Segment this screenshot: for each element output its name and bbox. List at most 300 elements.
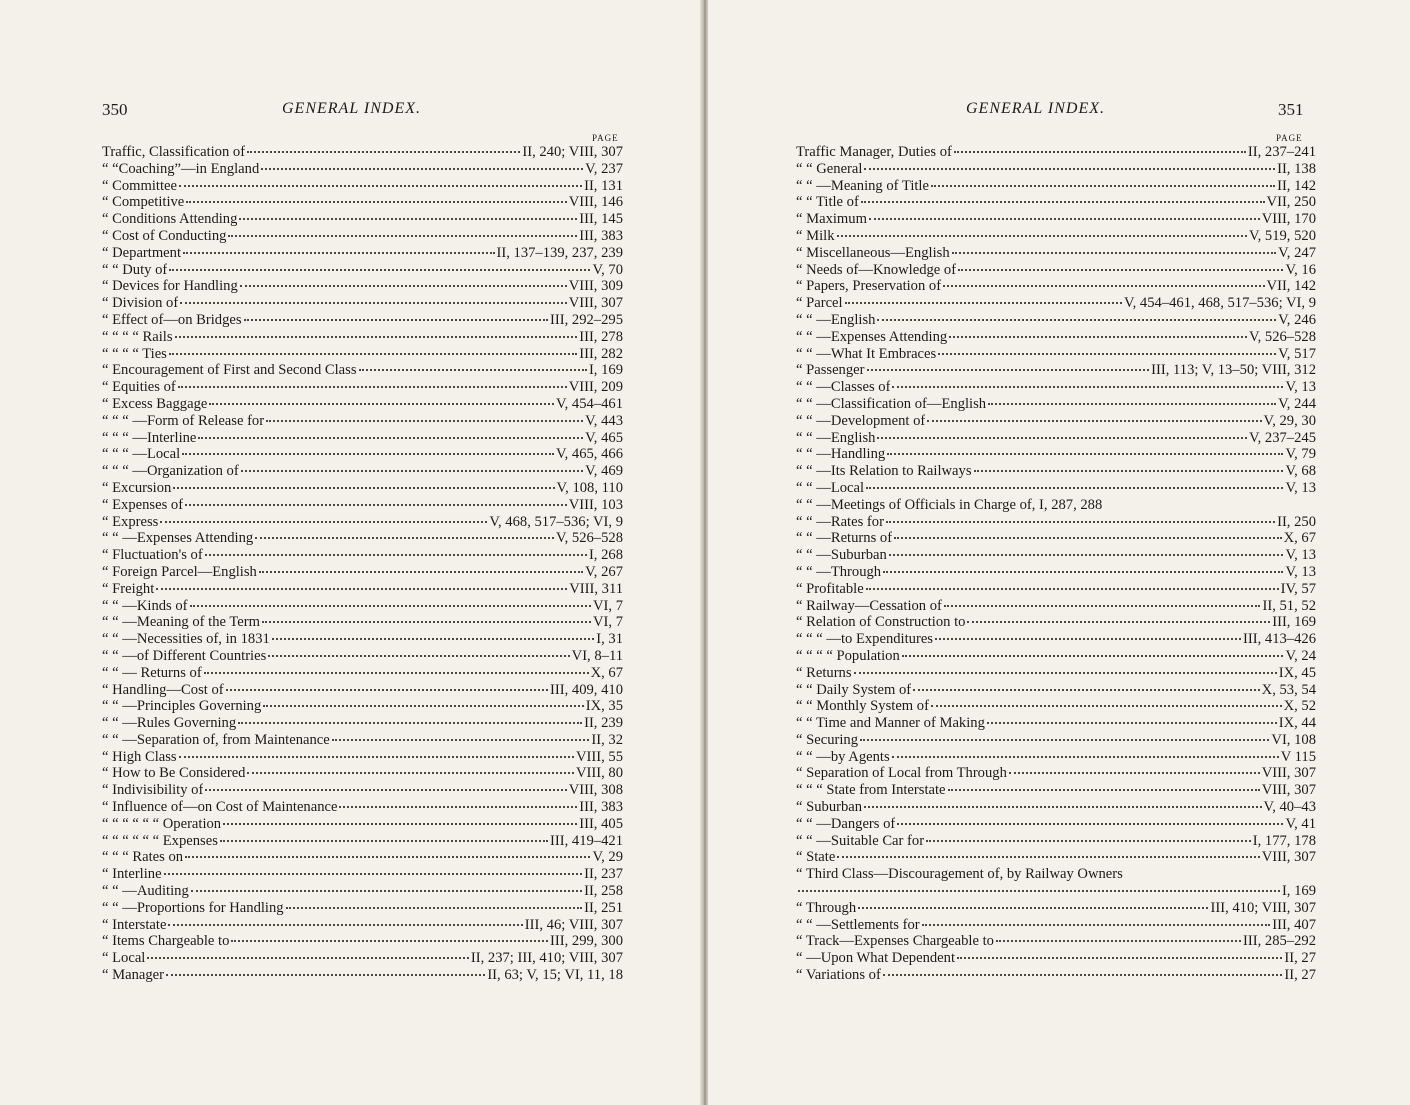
index-entry bbox=[796, 950, 1316, 967]
dot-leader bbox=[845, 300, 1122, 304]
index-entry bbox=[796, 245, 1316, 262]
dot-leader bbox=[198, 435, 583, 439]
entry-heading: “ Fluctuation's of bbox=[102, 547, 203, 564]
entry-page-reference: II, 237; III, 410; VIII, 307 bbox=[470, 950, 623, 967]
index-entry bbox=[102, 278, 623, 295]
entry-page-reference: III, 407 bbox=[1272, 916, 1316, 933]
entry-page-reference: IX, 44 bbox=[1278, 715, 1316, 732]
entry-heading: “ Passenger bbox=[796, 362, 865, 379]
dot-leader bbox=[185, 502, 567, 506]
entry-page-reference: III, 299, 300 bbox=[550, 933, 623, 950]
entry-heading: “ Variations of bbox=[796, 967, 881, 984]
index-entry bbox=[102, 497, 623, 514]
entry-page-reference: V, 247 bbox=[1278, 244, 1316, 261]
running-head: GENERAL INDEX. bbox=[282, 100, 422, 117]
entry-heading: “ —Upon What Dependent bbox=[796, 950, 955, 967]
index-entry bbox=[796, 933, 1316, 950]
entry-page-reference: X, 67 bbox=[1283, 530, 1316, 547]
dot-leader bbox=[861, 199, 1265, 203]
entry-page-reference: V, 454–461, 468, 517–536; VI, 9 bbox=[1123, 295, 1316, 312]
dot-leader bbox=[262, 619, 591, 623]
entry-heading: “ “ “ —Form of Release for bbox=[102, 412, 265, 429]
entry-page-reference: II, 142 bbox=[1277, 177, 1316, 194]
entry-heading: “ Express bbox=[102, 513, 159, 530]
index-entry bbox=[796, 917, 1316, 934]
index-entry bbox=[796, 715, 1316, 732]
index-entry bbox=[102, 614, 623, 631]
index-entry bbox=[796, 564, 1316, 581]
entry-heading: “ “ —Rules Governing bbox=[102, 715, 237, 732]
page-number: 350 bbox=[102, 100, 128, 119]
index-entry bbox=[796, 883, 1316, 900]
entry-page-reference: I, 177, 178 bbox=[1252, 832, 1316, 849]
entry-heading: “ “ “ “ Ties bbox=[102, 345, 167, 362]
entry-heading: “ “ —Separation of, from Maintenance bbox=[102, 731, 330, 748]
entry-page-reference: V, 517 bbox=[1278, 345, 1316, 362]
entry-page-reference: II, 250 bbox=[1277, 513, 1316, 530]
index-entry bbox=[102, 396, 623, 413]
dot-leader bbox=[864, 804, 1261, 808]
index-entries-left bbox=[102, 144, 623, 984]
dot-leader bbox=[266, 418, 583, 422]
entry-heading: “ Excursion bbox=[102, 479, 172, 496]
entry-page-reference: V, 13 bbox=[1285, 379, 1316, 396]
entry-heading: “ “ —Meetings of Officials in Charge of, I, 287, 288 bbox=[796, 496, 1103, 513]
entry-heading: “ “ —Proportions for Handling bbox=[102, 899, 284, 916]
dot-leader bbox=[261, 166, 583, 170]
index-entry bbox=[102, 665, 623, 682]
entry-heading: “ Third Class—Discouragement of, by Railway Owners bbox=[796, 866, 1123, 883]
dot-leader bbox=[974, 468, 1284, 472]
dot-leader bbox=[220, 838, 548, 842]
dot-leader bbox=[209, 401, 554, 405]
index-entry bbox=[102, 648, 623, 665]
entry-heading: “ Cost of Conducting bbox=[102, 227, 227, 244]
entry-heading: “ “ “ “ “ “ Expenses bbox=[102, 832, 218, 849]
dot-leader bbox=[241, 468, 583, 472]
index-entry bbox=[102, 967, 623, 984]
index-entry bbox=[102, 379, 623, 396]
dot-leader bbox=[164, 871, 583, 875]
entry-heading: “ Division of bbox=[102, 295, 179, 312]
entry-page-reference: III, 282 bbox=[579, 345, 623, 362]
dot-leader bbox=[226, 687, 548, 691]
dot-leader bbox=[927, 418, 1261, 422]
entry-page-reference: I, 169 bbox=[1281, 883, 1316, 900]
entry-page-reference: V, 79 bbox=[1285, 446, 1316, 463]
entry-page-reference: III, 46; VIII, 307 bbox=[524, 916, 623, 933]
entry-page-reference: I, 268 bbox=[588, 547, 623, 564]
entry-page-reference: VI, 7 bbox=[593, 597, 623, 614]
entry-heading: “ “ —Dangers of bbox=[796, 815, 896, 832]
dot-leader bbox=[268, 653, 569, 657]
entry-page-reference: V, 246 bbox=[1278, 311, 1316, 328]
dot-leader bbox=[967, 619, 1270, 623]
entry-page-reference: III, 405 bbox=[579, 815, 623, 832]
entry-page-reference: III, 145 bbox=[579, 211, 623, 228]
entry-heading: “ “ —Suburban bbox=[796, 547, 887, 564]
dot-leader bbox=[866, 586, 1279, 590]
dot-leader bbox=[913, 687, 1260, 691]
index-entry bbox=[102, 581, 623, 598]
entry-heading: “ Encouragement of First and Second Class bbox=[102, 362, 357, 379]
dot-leader bbox=[869, 216, 1260, 220]
entry-heading: “ Items Chargeable to bbox=[102, 933, 230, 950]
index-entry bbox=[796, 396, 1316, 413]
entry-page-reference: V, 29, 30 bbox=[1263, 412, 1316, 429]
dot-leader bbox=[996, 938, 1241, 942]
entry-page-reference: III, 278 bbox=[579, 328, 623, 345]
index-entry bbox=[796, 547, 1316, 564]
entry-heading: “ “Coaching”—in England bbox=[102, 160, 260, 177]
entry-heading: “ Competitive bbox=[102, 194, 185, 211]
index-entry bbox=[102, 547, 623, 564]
index-entry bbox=[796, 581, 1316, 598]
index-entry bbox=[102, 346, 623, 363]
dot-leader bbox=[175, 334, 578, 338]
index-entry bbox=[796, 295, 1316, 312]
entry-page-reference: VIII, 55 bbox=[575, 748, 623, 765]
dot-leader bbox=[889, 552, 1284, 556]
page-column-label: PAGE bbox=[1276, 133, 1303, 143]
dot-leader bbox=[877, 435, 1247, 439]
entry-heading: “ Maximum bbox=[796, 211, 867, 228]
entry-heading: “ “ —by Agents bbox=[796, 748, 890, 765]
entry-page-reference: IV, 57 bbox=[1280, 580, 1316, 597]
dot-leader bbox=[339, 804, 577, 808]
index-entry bbox=[796, 698, 1316, 715]
left-page bbox=[0, 0, 702, 1105]
index-entry bbox=[796, 765, 1316, 782]
entry-heading: “ “ —Handling bbox=[796, 446, 886, 463]
dot-leader bbox=[182, 451, 554, 455]
entry-heading: “ Separation of Local from Through bbox=[796, 765, 1007, 782]
entry-heading: “ Effect of—on Bridges bbox=[102, 311, 242, 328]
dot-leader bbox=[883, 569, 1283, 573]
entry-heading: “ “ —Local bbox=[796, 479, 865, 496]
index-entry bbox=[102, 598, 623, 615]
index-entry bbox=[102, 413, 623, 430]
entry-page-reference: II, 137–139, 237, 239 bbox=[496, 244, 623, 261]
entry-heading: “ “ —English bbox=[796, 311, 876, 328]
index-entry bbox=[102, 564, 623, 581]
entry-heading: “ “ —Its Relation to Railways bbox=[796, 463, 972, 480]
index-entry bbox=[102, 900, 623, 917]
dot-leader bbox=[922, 922, 1271, 926]
index-entry bbox=[102, 262, 623, 279]
index-entry bbox=[796, 413, 1316, 430]
entry-heading: “ Returns bbox=[796, 664, 852, 681]
entry-page-reference: III, 285–292 bbox=[1243, 933, 1316, 950]
dot-leader bbox=[866, 485, 1283, 489]
entry-page-reference: VII, 250 bbox=[1266, 194, 1316, 211]
entry-heading: “ “ —Necessities of, in 1831 bbox=[102, 631, 270, 648]
entry-heading: “ “ —Development of bbox=[796, 412, 926, 429]
index-entry bbox=[102, 530, 623, 547]
index-entry bbox=[102, 430, 623, 447]
dot-leader bbox=[286, 905, 582, 909]
entry-page-reference: II, 258 bbox=[584, 883, 623, 900]
dot-leader bbox=[931, 703, 1282, 707]
index-entry bbox=[796, 161, 1316, 178]
dot-leader bbox=[186, 199, 566, 203]
entry-page-reference: II, 240; VIII, 307 bbox=[522, 144, 623, 160]
index-entry bbox=[102, 362, 623, 379]
entry-heading: “ Conditions Attending bbox=[102, 211, 238, 228]
index-entry bbox=[102, 816, 623, 833]
entry-page-reference: V, 454–461 bbox=[555, 395, 623, 412]
entry-heading: “ “ “ “ Population bbox=[796, 647, 900, 664]
index-entry bbox=[796, 648, 1316, 665]
entry-page-reference: VIII, 307 bbox=[568, 295, 623, 312]
entry-page-reference: III, 413–426 bbox=[1243, 631, 1316, 648]
dot-leader bbox=[240, 283, 567, 287]
entry-heading: “ “ “ “ Rails bbox=[102, 328, 173, 345]
dot-leader bbox=[166, 972, 485, 976]
entry-page-reference: III, 383 bbox=[579, 799, 623, 816]
entry-page-reference: II, 32 bbox=[591, 731, 623, 748]
index-entry bbox=[796, 682, 1316, 699]
entry-heading: “ “ —Classes of bbox=[796, 379, 891, 396]
index-entry bbox=[796, 967, 1316, 984]
entry-page-reference: V, 526–528 bbox=[555, 530, 623, 547]
entry-heading: “ Profitable bbox=[796, 580, 864, 597]
entry-heading: “ “ — Returns of bbox=[102, 664, 202, 681]
entry-heading: “ High Class bbox=[102, 748, 177, 765]
dot-leader bbox=[239, 216, 577, 220]
entry-heading: “ Equities of bbox=[102, 379, 176, 396]
dot-leader bbox=[926, 838, 1251, 842]
entry-heading: “ “ —English bbox=[796, 429, 876, 446]
entry-page-reference: IX, 45 bbox=[1278, 664, 1316, 681]
index-entry bbox=[102, 950, 623, 967]
entry-heading: “ “ —What It Embraces bbox=[796, 345, 937, 362]
dot-leader bbox=[944, 603, 1261, 607]
dot-leader bbox=[247, 770, 574, 774]
dot-leader bbox=[867, 367, 1150, 371]
dot-leader bbox=[156, 586, 567, 590]
entry-heading: “ “ —Meaning of the Term bbox=[102, 614, 260, 631]
entry-page-reference: V, 237–245 bbox=[1248, 429, 1316, 446]
index-entry bbox=[102, 514, 623, 531]
dot-leader bbox=[247, 149, 520, 153]
dot-leader bbox=[179, 183, 582, 187]
dot-leader bbox=[263, 703, 583, 707]
index-entry bbox=[796, 379, 1316, 396]
dot-leader bbox=[332, 737, 590, 741]
entry-heading: “ “ Title of bbox=[796, 194, 859, 211]
entry-heading: Traffic Manager, Duties of bbox=[796, 144, 952, 160]
entry-page-reference: V, 70 bbox=[592, 261, 623, 278]
entry-page-reference: VI, 8–11 bbox=[571, 647, 623, 664]
dot-leader bbox=[205, 552, 587, 556]
entry-heading: “ Interstate bbox=[102, 916, 167, 933]
entry-page-reference: III, 409, 410 bbox=[550, 681, 623, 698]
index-entry bbox=[796, 480, 1316, 497]
dot-leader bbox=[877, 317, 1276, 321]
entry-heading: “ “ —Through bbox=[796, 563, 882, 580]
entry-heading: “ Excess Baggage bbox=[102, 395, 208, 412]
index-entry bbox=[102, 782, 623, 799]
index-entry bbox=[102, 144, 623, 161]
entry-page-reference: VIII, 103 bbox=[568, 496, 623, 513]
dot-leader bbox=[949, 334, 1247, 338]
entry-page-reference: V, 465 bbox=[585, 429, 623, 446]
index-entry bbox=[796, 211, 1316, 228]
dot-leader bbox=[988, 401, 1276, 405]
entry-heading: “ Papers, Preservation of bbox=[796, 278, 942, 295]
entry-heading: Traffic, Classification of bbox=[102, 144, 246, 160]
index-entry bbox=[796, 362, 1316, 379]
entry-page-reference: VIII, 80 bbox=[575, 765, 623, 782]
entry-heading: “ Freight bbox=[102, 580, 155, 597]
index-entry bbox=[102, 463, 623, 480]
entry-page-reference: II, 237 bbox=[584, 866, 623, 883]
index-entry bbox=[102, 765, 623, 782]
index-entry bbox=[102, 866, 623, 883]
index-entry bbox=[796, 833, 1316, 850]
index-entry bbox=[796, 194, 1316, 211]
index-entry bbox=[102, 799, 623, 816]
dot-leader bbox=[886, 519, 1275, 523]
index-entry bbox=[796, 530, 1316, 547]
entry-page-reference: III, 419–421 bbox=[550, 832, 623, 849]
entry-page-reference: II, 27 bbox=[1284, 967, 1316, 984]
index-entry bbox=[102, 228, 623, 245]
dot-leader bbox=[190, 603, 591, 607]
entry-heading: “ Track—Expenses Chargeable to bbox=[796, 933, 994, 950]
entry-page-reference: III, 383 bbox=[579, 227, 623, 244]
dot-leader bbox=[935, 636, 1241, 640]
entry-page-reference: VIII, 311 bbox=[569, 580, 623, 597]
entry-page-reference: VII, 142 bbox=[1266, 278, 1316, 295]
entry-heading: “ Interline bbox=[102, 866, 162, 883]
entry-heading: “ Indivisibility of bbox=[102, 782, 204, 799]
entry-heading: “ Miscellaneous—English bbox=[796, 244, 950, 261]
entry-page-reference: II, 138 bbox=[1277, 160, 1316, 177]
entry-heading: “ “ —Meaning of Title bbox=[796, 177, 929, 194]
index-entry bbox=[796, 346, 1316, 363]
entry-page-reference: V, 244 bbox=[1278, 395, 1316, 412]
index-entry bbox=[102, 933, 623, 950]
entry-page-reference: V, 41 bbox=[1285, 815, 1316, 832]
dot-leader bbox=[168, 922, 522, 926]
entry-page-reference: V, 443 bbox=[585, 412, 623, 429]
entry-heading: “ “ —Returns of bbox=[796, 530, 893, 547]
index-entry bbox=[796, 430, 1316, 447]
dot-leader bbox=[987, 720, 1277, 724]
index-entry bbox=[796, 514, 1316, 531]
page-column-label: PAGE bbox=[592, 133, 619, 143]
dot-leader bbox=[272, 636, 594, 640]
index-entry bbox=[102, 312, 623, 329]
dot-leader bbox=[952, 250, 1277, 254]
index-entry bbox=[796, 665, 1316, 682]
entry-heading: “ Devices for Handling bbox=[102, 278, 238, 295]
dot-leader bbox=[854, 670, 1277, 674]
index-entry bbox=[102, 749, 623, 766]
running-head: GENERAL INDEX. bbox=[966, 100, 1106, 117]
entry-page-reference: VI, 7 bbox=[593, 614, 623, 631]
entry-page-reference: I, 169 bbox=[588, 362, 623, 379]
dot-leader bbox=[860, 737, 1269, 741]
entry-heading: “ “ —Settlements for bbox=[796, 916, 920, 933]
entry-page-reference: V, 267 bbox=[585, 563, 623, 580]
dot-leader bbox=[259, 569, 583, 573]
entry-page-reference: VIII, 307 bbox=[1261, 782, 1316, 799]
entry-heading: “ “ —Rates for bbox=[796, 513, 884, 530]
index-entry bbox=[102, 698, 623, 715]
entry-heading: “ “ “ State from Interstate bbox=[796, 782, 946, 799]
index-entry bbox=[102, 631, 623, 648]
entry-heading: “ “ “ —Local bbox=[102, 446, 181, 463]
dot-leader bbox=[931, 183, 1275, 187]
entry-page-reference: V, 13 bbox=[1285, 563, 1316, 580]
index-entry bbox=[796, 866, 1316, 883]
right-page bbox=[708, 0, 1410, 1105]
dot-leader bbox=[191, 888, 582, 892]
index-entry bbox=[102, 194, 623, 211]
entry-heading: “ Influence of—on Cost of Maintenance bbox=[102, 799, 338, 816]
dot-leader bbox=[892, 754, 1279, 758]
entry-page-reference: VIII, 307 bbox=[1261, 765, 1316, 782]
index-entry bbox=[796, 497, 1316, 514]
entry-heading: “ Securing bbox=[796, 731, 859, 748]
index-entry bbox=[102, 329, 623, 346]
dot-leader bbox=[185, 854, 590, 858]
entry-page-reference: V, 29 bbox=[592, 849, 623, 866]
entry-heading: “ “ General bbox=[796, 160, 863, 177]
index-entry bbox=[102, 178, 623, 195]
dot-leader bbox=[938, 351, 1276, 355]
entry-heading: “ “ “ —to Expenditures bbox=[796, 631, 933, 648]
entry-heading: “ Committee bbox=[102, 177, 177, 194]
dot-leader bbox=[231, 938, 548, 942]
dot-leader bbox=[957, 955, 1282, 959]
page-number: 351 bbox=[1278, 100, 1304, 119]
index-entry bbox=[102, 883, 623, 900]
dot-leader bbox=[897, 821, 1283, 825]
entry-page-reference: II, 237–241 bbox=[1247, 144, 1316, 160]
entry-page-reference: IX, 35 bbox=[585, 698, 623, 715]
entry-page-reference: V, 13 bbox=[1285, 479, 1316, 496]
entry-page-reference: V, 519, 520 bbox=[1248, 227, 1316, 244]
entry-heading: “ “ —of Different Countries bbox=[102, 647, 267, 664]
entry-page-reference: VIII, 307 bbox=[1261, 849, 1316, 866]
entry-page-reference: V, 526–528 bbox=[1248, 328, 1316, 345]
index-entry bbox=[102, 295, 623, 312]
entry-page-reference: VIII, 209 bbox=[568, 379, 623, 396]
entry-page-reference: X, 67 bbox=[590, 664, 623, 681]
dot-leader bbox=[943, 283, 1264, 287]
index-entry bbox=[796, 749, 1316, 766]
entry-page-reference: II, 63; V, 15; VI, 11, 18 bbox=[487, 967, 623, 984]
dot-leader bbox=[183, 250, 495, 254]
entry-heading: “ “ —Expenses Attending bbox=[796, 328, 948, 345]
index-entry bbox=[796, 799, 1316, 816]
entry-page-reference: II, 251 bbox=[584, 899, 623, 916]
index-entry bbox=[102, 715, 623, 732]
dot-leader bbox=[864, 166, 1275, 170]
entry-heading: “ “ Daily System of bbox=[796, 681, 912, 698]
index-entry bbox=[796, 631, 1316, 648]
index-entry bbox=[796, 598, 1316, 615]
dot-leader bbox=[160, 519, 487, 523]
entry-heading: “ Milk bbox=[796, 227, 835, 244]
entry-heading: “ “ Time and Manner of Making bbox=[796, 715, 985, 732]
dot-leader bbox=[883, 972, 1283, 976]
dot-leader bbox=[837, 233, 1247, 237]
